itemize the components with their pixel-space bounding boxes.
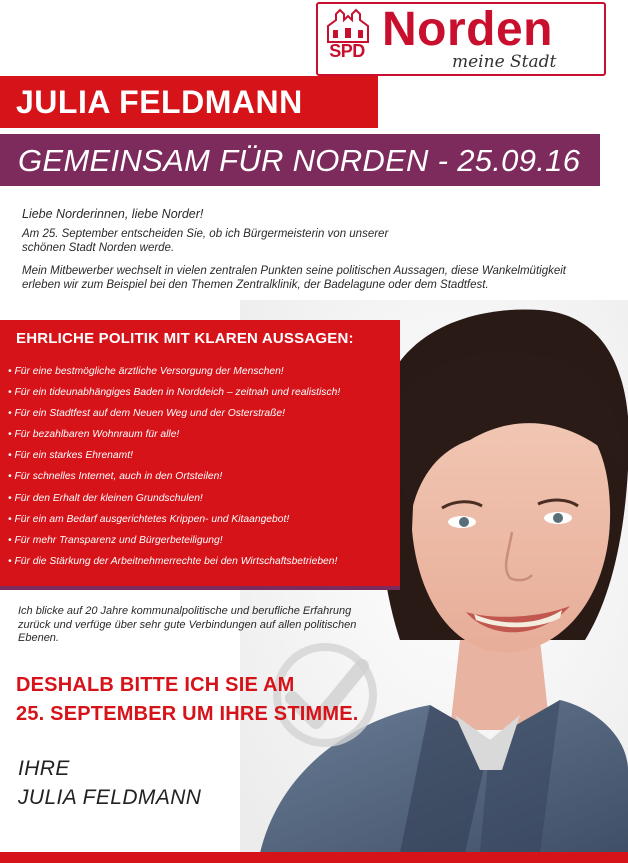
footer-bar	[0, 852, 628, 863]
agenda-panel	[0, 320, 400, 590]
agenda-item: • Für die Stärkung der Arbeitnehmerrechte bei den Wirtschaftsbetrieben!	[8, 555, 338, 567]
agenda-item: • Für ein starkes Ehrenamt!	[8, 450, 133, 462]
agenda-item: • Für bezahlbaren Wohnraum für alle!	[8, 429, 180, 441]
agenda-item: • Für den Erhalt der kleinen Grundschulen!	[8, 492, 203, 504]
agenda-item: • Für ein tideunabhängiges Baden in Norddeich – zeitnah und realistisch!	[8, 387, 341, 399]
experience-paragraph: Ich blicke auf 20 Jahre kommunalpolitische und berufliche Erfahrung zurück und verfüge über sehr gute Verbindungen auf allen politischen Ebenen.	[18, 605, 357, 644]
agenda-item: • Für ein am Bedarf ausgerichtetes Krippen- und Kitaangebot!	[8, 513, 290, 525]
slogan-banner	[0, 134, 600, 186]
agenda-list	[8, 361, 340, 572]
appeal-line: DESHALB BITTE ICH SIE AM	[16, 674, 295, 696]
greeting: Liebe Norderinnen, liebe Norder!	[22, 207, 204, 221]
spd-norden-logo	[316, 2, 606, 76]
closing-line: IHRE	[18, 757, 70, 780]
logo-party-text: SPD	[329, 41, 365, 61]
agenda-item: • Für ein Stadtfest auf dem Neuen Weg und der Osterstraße!	[8, 408, 285, 420]
logo-town-text: Norden	[382, 3, 553, 56]
name-banner	[0, 76, 378, 128]
intro-paragraph: Mein Mitbewerber wechselt in vielen zentralen Punkten seine politischen Aussagen, diese Wankelmütigkeit erleben wir zum Beispiel bei den Themen Zentralklinik, der Badelagune oder dem Stadtfest.	[22, 265, 566, 291]
appeal-line: 25. SEPTEMBER UM IHRE STIMME.	[16, 703, 359, 725]
agenda-item: • Für mehr Transparenz und Bürgerbeteiligung!	[8, 534, 223, 546]
logo-tagline: meine Stadt	[452, 52, 557, 72]
intro-paragraph: Am 25. September entscheiden Sie, ob ich Bürgermeisterin von unserer schönen Stadt Norden werde.	[22, 228, 389, 254]
agenda-heading: EHRLICHE POLITIK MIT KLAREN AUSSAGEN:	[16, 330, 354, 347]
candidate-name: JULIA FELDMANN	[16, 84, 303, 120]
agenda-item: • Für schnelles Internet, auch in den Ortsteilen!	[8, 471, 223, 483]
slogan-text: GEMEINSAM FÜR NORDEN - 25.09.16	[18, 143, 581, 178]
signature-name: JULIA FELDMANN	[18, 786, 202, 809]
agenda-item: • Für eine bestmögliche ärztliche Versorgung der Menschen!	[8, 366, 284, 377]
